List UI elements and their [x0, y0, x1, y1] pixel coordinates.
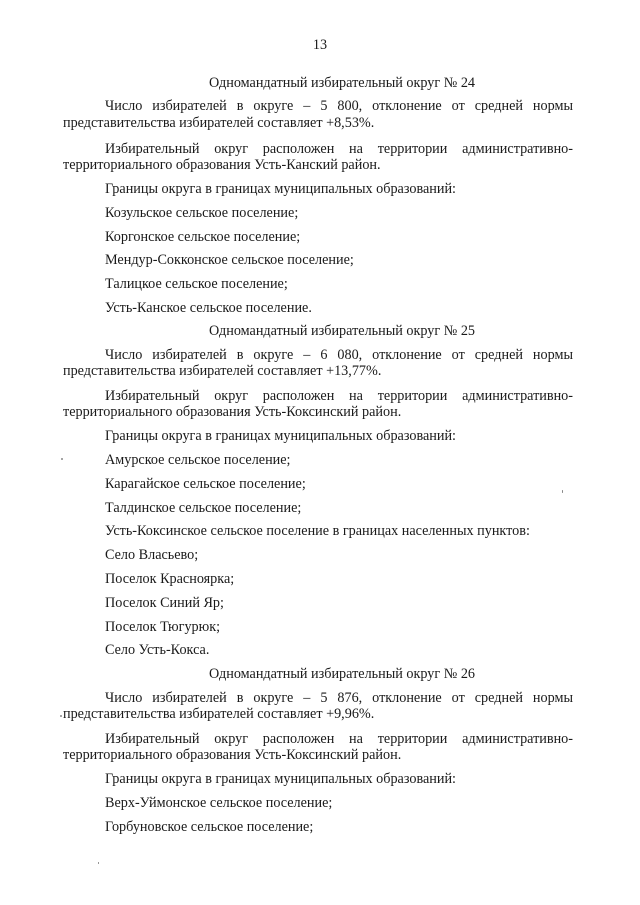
voters-paragraph-line: Число избирателей в округе – 5 876, отклонение от средней нормы: [105, 690, 573, 706]
district-heading: Одномандатный избирательный округ № 25: [208, 323, 476, 339]
settlement-item: Поселок Красноярка;: [105, 571, 235, 587]
settlement-item: Амурское сельское поселение;: [105, 452, 291, 468]
location-paragraph-line: территориального образования Усть-Канский район.: [63, 157, 381, 173]
settlement-item: Карагайское сельское поселение;: [105, 476, 306, 492]
boundaries-intro: Границы округа в границах муниципальных образований:: [105, 181, 456, 197]
settlement-item: Мендур-Сокконское сельское поселение;: [105, 252, 354, 268]
scan-speck: [60, 715, 62, 717]
voters-paragraph-line: Число избирателей в округе – 5 800, отклонение от средней нормы: [105, 98, 573, 114]
voters-paragraph-line: представительства избирателей составляет +13,77%.: [63, 363, 382, 379]
scan-speck: [61, 458, 63, 460]
location-paragraph-line: Избирательный округ расположен на территории административно-: [105, 388, 573, 404]
settlement-item: Козульское сельское поселение;: [105, 205, 299, 221]
settlement-item: Усть-Коксинское сельское поселение в границах населенных пунктов:: [105, 523, 530, 539]
voters-paragraph-line: Число избирателей в округе – 6 080, отклонение от средней нормы: [105, 347, 573, 363]
settlement-item: Верх-Уймонское сельское поселение;: [105, 795, 333, 811]
scan-speck: [562, 490, 563, 493]
voters-paragraph-line: представительства избирателей составляет +8,53%.: [63, 115, 375, 131]
page-number: 13: [312, 37, 328, 53]
settlement-item: Село Усть-Кокса.: [105, 642, 210, 658]
settlement-item: Талдинское сельское поселение;: [105, 500, 302, 516]
settlement-item: Коргонское сельское поселение;: [105, 229, 301, 245]
settlement-item: Село Власьево;: [105, 547, 199, 563]
district-heading: Одномандатный избирательный округ № 26: [208, 666, 476, 682]
district-heading: Одномандатный избирательный округ № 24: [208, 75, 476, 91]
boundaries-intro: Границы округа в границах муниципальных образований:: [105, 771, 456, 787]
settlement-item: Горбуновское сельское поселение;: [105, 819, 314, 835]
settlement-item: Поселок Синий Яр;: [105, 595, 224, 611]
location-paragraph-line: территориального образования Усть-Коксинский район.: [63, 747, 402, 763]
location-paragraph-line: Избирательный округ расположен на территории административно-: [105, 731, 573, 747]
settlement-item: Талицкое сельское поселение;: [105, 276, 288, 292]
location-paragraph-line: территориального образования Усть-Коксинский район.: [63, 404, 402, 420]
boundaries-intro: Границы округа в границах муниципальных образований:: [105, 428, 456, 444]
location-paragraph-line: Избирательный округ расположен на территории административно-: [105, 141, 573, 157]
voters-paragraph-line: представительства избирателей составляет +9,96%.: [63, 706, 375, 722]
scan-speck: [98, 862, 99, 864]
settlement-item: Усть-Канское сельское поселение.: [105, 300, 312, 316]
settlement-item: Поселок Тюгурюк;: [105, 619, 221, 635]
